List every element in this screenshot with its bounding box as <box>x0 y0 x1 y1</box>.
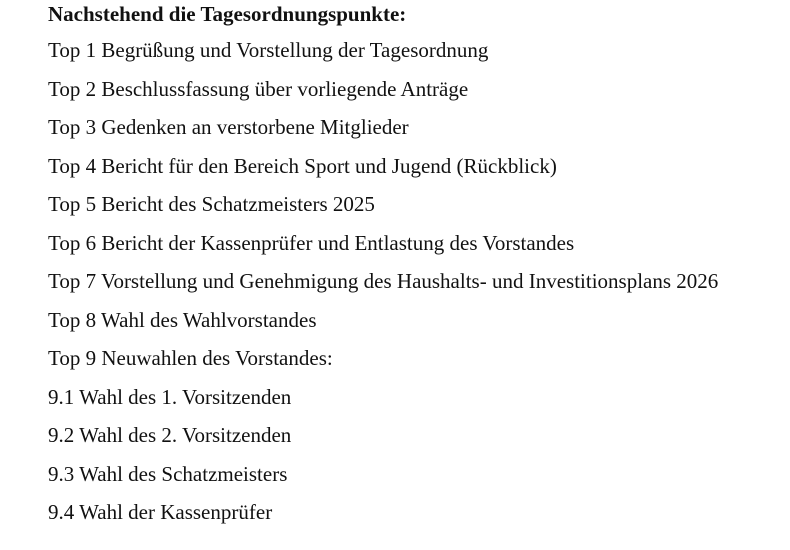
agenda-item-top-9: Top 9 Neuwahlen des Vorstandes: <box>48 346 333 370</box>
agenda-item-top-1: Top 1 Begrüßung und Vorstellung der Tagesordnung <box>48 38 489 62</box>
agenda-item-9-1: 9.1 Wahl des 1. Vorsitzenden <box>48 384 292 409</box>
agenda-item-9-4: 9.4 Wahl der Kassenprüfer <box>48 500 273 524</box>
agenda-list <box>48 37 768 526</box>
agenda-item-top-2: Top 2 Beschlussfassung über vorliegende Anträge <box>48 76 469 101</box>
agenda-item-top-7: Top 7 Vorstellung und Genehmigung des Haushalts- und Investitionsplans 2026 <box>48 269 719 293</box>
agenda-document <box>48 0 768 526</box>
agenda-item-top-6: Top 6 Bericht der Kassenprüfer und Entlastung des Vorstandes <box>48 230 575 255</box>
agenda-item-9-3: 9.3 Wahl des Schatzmeisters <box>48 461 288 486</box>
agenda-item-top-4: Top 4 Bericht für den Bereich Sport und Jugend (Rückblick) <box>48 153 557 178</box>
agenda-item-9-2: 9.2 Wahl des 2. Vorsitzenden <box>48 423 292 447</box>
agenda-heading: Nachstehend die Tagesordnungspunkte: <box>48 2 407 26</box>
agenda-item-top-8: Top 8 Wahl des Wahlvorstandes <box>48 307 317 332</box>
agenda-item-top-5: Top 5 Bericht des Schatzmeisters 2025 <box>48 192 375 216</box>
agenda-item-top-3: Top 3 Gedenken an verstorbene Mitglieder <box>48 115 409 139</box>
